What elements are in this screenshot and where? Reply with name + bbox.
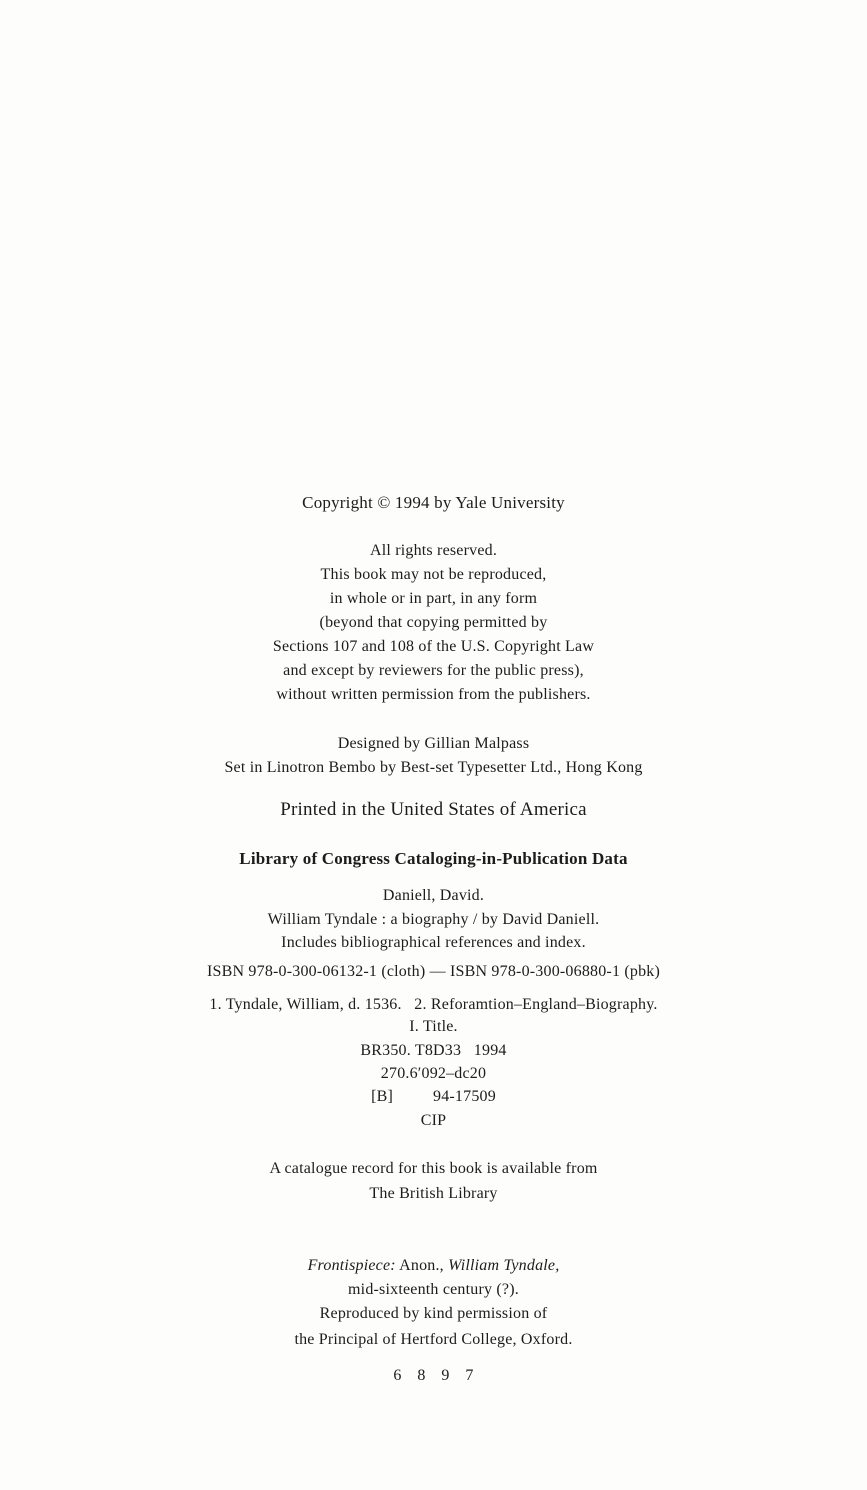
frontispiece-author: Anon.,: [399, 1257, 444, 1274]
cip-lccn-code: [B]: [371, 1088, 393, 1105]
cip-notes: Includes bibliographical references and index.: [281, 934, 586, 951]
impression-number: 7: [465, 1367, 474, 1384]
rights-line: in whole or in part, in any form: [329, 590, 538, 607]
british-library-line: The British Library: [369, 1185, 498, 1202]
cip-mark: CIP: [420, 1112, 447, 1129]
designer-credit: Designed by Gillian Malpass: [337, 735, 530, 752]
rights-line: Sections 107 and 108 of the U.S. Copyright Law: [272, 638, 595, 655]
typesetting-credit: Set in Linotron Bembo by Best-set Typesetter Ltd., Hong Kong: [224, 759, 643, 776]
frontispiece-date: mid-sixteenth century (?).: [348, 1281, 519, 1298]
cip-lccn: 94-17509: [433, 1088, 496, 1105]
rights-line: and except by reviewers for the public press),: [283, 662, 584, 679]
printed-in: Printed in the United States of America: [280, 799, 587, 820]
frontispiece-work: William Tyndale,: [448, 1257, 560, 1274]
cip-dewey: 270.6′092–dc20: [380, 1065, 487, 1082]
cip-heading: Library of Congress Cataloging-in-Publication Data: [239, 849, 628, 868]
cip-subjects: 1. Tyndale, William, d. 1536. 2. Reforamtion–England–Biography.: [209, 996, 658, 1013]
british-library-line: A catalogue record for this book is available from: [269, 1160, 598, 1177]
rights-line: (beyond that copying permitted by: [319, 614, 548, 631]
cip-isbn: ISBN 978-0-300-06132-1 (cloth) — ISBN 978-0-300-06880-1 (pbk): [206, 963, 661, 980]
rights-line: This book may not be reproduced,: [320, 566, 547, 583]
frontispiece-credit: the Principal of Hertford College, Oxford.: [294, 1331, 573, 1348]
impression-number: 9: [441, 1367, 450, 1384]
cip-author: Daniell, David.: [382, 887, 485, 904]
impression-number: 8: [417, 1367, 426, 1384]
cip-title-line: William Tyndale : a biography / by David Daniell.: [267, 911, 600, 928]
frontispiece-label: Frontispiece:: [307, 1257, 396, 1274]
cip-call-number: BR350. T8D33 1994: [360, 1042, 507, 1059]
cip-lccn-row: [0, 1086, 867, 1108]
rights-line: All rights reserved.: [369, 542, 498, 559]
frontispiece-credit: Reproduced by kind permission of: [319, 1305, 548, 1322]
rights-line: without written permission from the publishers.: [276, 686, 591, 703]
cip-title-entry: I. Title.: [409, 1018, 458, 1035]
frontispiece-caption: [0, 1255, 867, 1277]
copyright-notice: Copyright © 1994 by Yale University: [302, 493, 565, 512]
impression-number: 6: [393, 1367, 402, 1384]
impression-line: [0, 1365, 867, 1387]
